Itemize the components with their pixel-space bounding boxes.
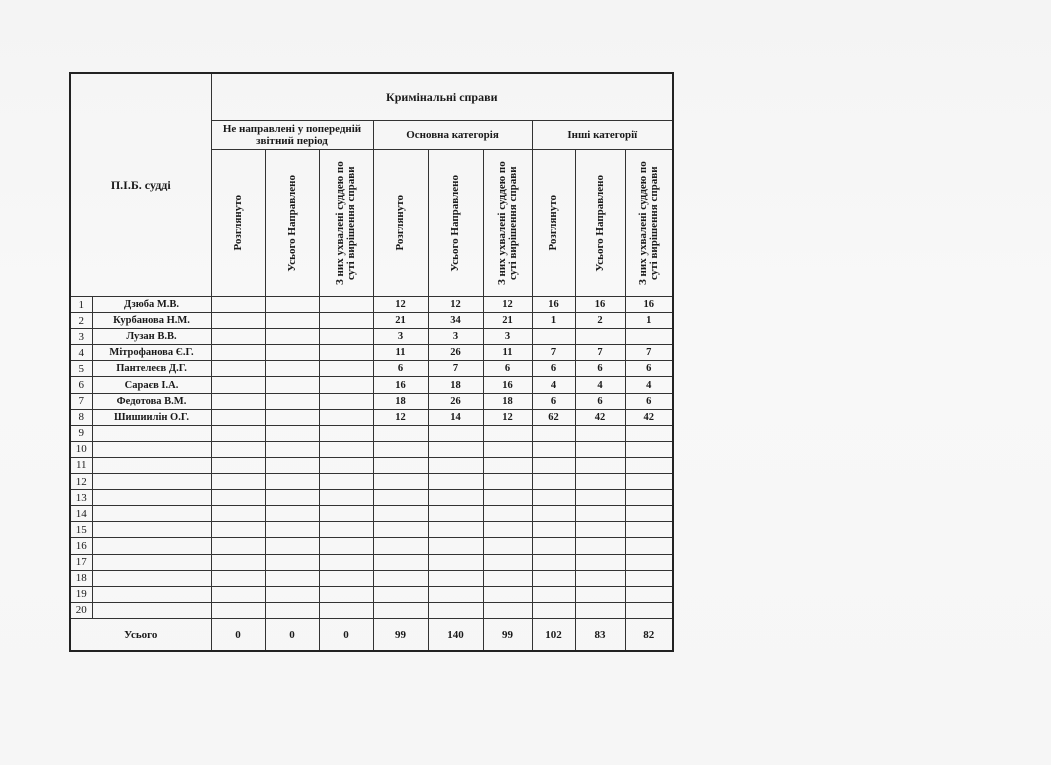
table-cell: 21 <box>373 313 428 329</box>
criminal-cases-table <box>69 72 674 652</box>
table-cell <box>575 602 625 618</box>
table-cell: 26 <box>428 345 483 361</box>
table-cell <box>319 441 373 457</box>
table-row <box>70 570 673 586</box>
judge-name: Шишиилін О.Г. <box>92 409 211 425</box>
table-row <box>70 554 673 570</box>
table-cell: 12 <box>483 409 532 425</box>
table-cell <box>428 538 483 554</box>
total-cell: 140 <box>428 619 483 652</box>
table-cell <box>265 506 319 522</box>
column-header-8 <box>575 150 625 297</box>
table-cell <box>265 602 319 618</box>
column-header-label: З них ухвалені суддею по суті вирішення справи <box>495 161 519 285</box>
table-cell: 26 <box>428 393 483 409</box>
table-cell: 11 <box>483 345 532 361</box>
table-cell <box>575 474 625 490</box>
table-row <box>70 441 673 457</box>
table-cell <box>428 457 483 473</box>
table-cell: 34 <box>428 313 483 329</box>
table-row <box>70 361 673 377</box>
table-cell <box>428 522 483 538</box>
table-cell <box>319 522 373 538</box>
table-cell <box>532 425 575 441</box>
table-cell <box>625 490 673 506</box>
row-number: 7 <box>70 393 92 409</box>
row-number: 16 <box>70 538 92 554</box>
table-cell <box>575 506 625 522</box>
table-cell <box>483 602 532 618</box>
table-cell <box>483 586 532 602</box>
table-cell <box>373 554 428 570</box>
table-row <box>70 506 673 522</box>
table-cell <box>428 570 483 586</box>
table-cell <box>625 329 673 345</box>
table-cell: 18 <box>373 393 428 409</box>
column-header-7 <box>532 150 575 297</box>
table-cell <box>483 506 532 522</box>
table-cell <box>265 377 319 393</box>
table-cell <box>211 522 265 538</box>
table-cell <box>211 474 265 490</box>
table-cell: 16 <box>575 297 625 313</box>
table-cell <box>265 393 319 409</box>
table-cell <box>532 570 575 586</box>
table-cell: 14 <box>428 409 483 425</box>
total-cell: 0 <box>211 619 265 652</box>
table-cell: 7 <box>575 345 625 361</box>
table-row <box>70 538 673 554</box>
table-cell <box>373 538 428 554</box>
group-header-other-categories: Інші категорії <box>532 121 673 150</box>
table-cell <box>265 474 319 490</box>
column-header-6 <box>483 150 532 297</box>
table-cell: 18 <box>483 393 532 409</box>
judge-name <box>92 506 211 522</box>
row-number: 14 <box>70 506 92 522</box>
column-header-label: Усього Направлено <box>593 174 606 272</box>
table-cell <box>625 457 673 473</box>
table-cell <box>428 490 483 506</box>
table-cell <box>265 522 319 538</box>
table-cell: 62 <box>532 409 575 425</box>
judge-name: Пантелеєв Д.Г. <box>92 361 211 377</box>
table-row <box>70 393 673 409</box>
table-cell <box>373 441 428 457</box>
table-cell <box>575 329 625 345</box>
table-cell <box>319 602 373 618</box>
column-header-label: З них ухвалені суддею по суті вирішення справи <box>636 161 660 285</box>
table-cell <box>428 441 483 457</box>
table-cell <box>532 457 575 473</box>
table-cell: 6 <box>575 393 625 409</box>
table-cell <box>319 538 373 554</box>
table-cell <box>373 570 428 586</box>
table-cell <box>211 554 265 570</box>
table-cell <box>373 602 428 618</box>
column-header-label: Розглянуто <box>231 195 244 251</box>
table-cell <box>265 554 319 570</box>
judge-name <box>92 490 211 506</box>
table-cell: 4 <box>532 377 575 393</box>
table-cell <box>483 554 532 570</box>
table-cell <box>265 361 319 377</box>
table-cell <box>625 570 673 586</box>
table-row <box>70 602 673 618</box>
table-cell <box>373 490 428 506</box>
judge-name: Мітрофанова Є.Г. <box>92 345 211 361</box>
table-cell <box>211 602 265 618</box>
row-number: 10 <box>70 441 92 457</box>
table-cell <box>319 457 373 473</box>
table-cell <box>483 474 532 490</box>
table-cell <box>483 441 532 457</box>
table-cell <box>265 313 319 329</box>
table-cell <box>575 570 625 586</box>
table-cell <box>211 297 265 313</box>
table-row <box>70 457 673 473</box>
table-cell <box>373 586 428 602</box>
table-cell <box>575 522 625 538</box>
table-row <box>70 474 673 490</box>
table-row <box>70 586 673 602</box>
table-cell <box>211 441 265 457</box>
table-cell <box>575 457 625 473</box>
table-row <box>70 377 673 393</box>
total-cell: 99 <box>373 619 428 652</box>
table-cell <box>319 329 373 345</box>
table-cell <box>532 441 575 457</box>
table-cell <box>625 602 673 618</box>
table-cell <box>319 377 373 393</box>
table-cell: 16 <box>625 297 673 313</box>
table-cell <box>575 441 625 457</box>
table-cell <box>532 538 575 554</box>
column-header-3 <box>319 150 373 297</box>
table-row <box>70 425 673 441</box>
table-cell <box>428 586 483 602</box>
table-cell <box>319 297 373 313</box>
table-cell <box>428 554 483 570</box>
table-cell <box>625 425 673 441</box>
table-cell <box>625 522 673 538</box>
table-cell: 6 <box>373 361 428 377</box>
table-cell: 6 <box>483 361 532 377</box>
table-cell <box>319 409 373 425</box>
table-cell <box>575 586 625 602</box>
table-cell <box>265 570 319 586</box>
total-cell: 83 <box>575 619 625 652</box>
table-cell <box>265 409 319 425</box>
table-row <box>70 297 673 313</box>
table-cell <box>211 538 265 554</box>
table-cell: 12 <box>373 297 428 313</box>
table-cell <box>575 490 625 506</box>
table-cell <box>483 425 532 441</box>
judge-name <box>92 554 211 570</box>
table-cell: 7 <box>532 345 575 361</box>
row-number: 9 <box>70 425 92 441</box>
table-cell <box>211 377 265 393</box>
table-cell: 1 <box>532 313 575 329</box>
judge-name-header: П.І.Б. судді <box>70 73 211 297</box>
table-cell <box>319 586 373 602</box>
table-cell <box>483 570 532 586</box>
column-header-9 <box>625 150 673 297</box>
table-cell: 3 <box>373 329 428 345</box>
table-cell <box>625 506 673 522</box>
total-label: Усього <box>70 619 211 652</box>
table-cell <box>265 586 319 602</box>
row-number: 15 <box>70 522 92 538</box>
column-header-label: З них ухвалені суддею по суті вирішення справи <box>334 161 358 285</box>
judge-name: Курбанова Н.М. <box>92 313 211 329</box>
table-row <box>70 329 673 345</box>
row-number: 20 <box>70 602 92 618</box>
table-cell <box>625 586 673 602</box>
table-cell <box>319 474 373 490</box>
table-cell <box>373 506 428 522</box>
table-cell <box>211 425 265 441</box>
table-cell <box>265 297 319 313</box>
table-cell <box>211 393 265 409</box>
group-header-previous-period: Не направлені у попередній звітний період <box>211 121 373 150</box>
column-header-1 <box>211 150 265 297</box>
total-cell: 99 <box>483 619 532 652</box>
column-header-label: Усього Направлено <box>285 174 298 272</box>
judge-name <box>92 474 211 490</box>
judge-name <box>92 538 211 554</box>
column-header-2 <box>265 150 319 297</box>
table-cell <box>428 506 483 522</box>
table-cell <box>319 425 373 441</box>
table-cell <box>373 425 428 441</box>
table-cell: 7 <box>428 361 483 377</box>
table-cell: 7 <box>625 345 673 361</box>
table-cell <box>483 538 532 554</box>
table-cell <box>319 393 373 409</box>
table-cell <box>319 361 373 377</box>
table-cell: 11 <box>373 345 428 361</box>
judge-name: Федотова В.М. <box>92 393 211 409</box>
column-header-label: Розглянуто <box>547 195 560 251</box>
table-cell: 12 <box>373 409 428 425</box>
row-number: 8 <box>70 409 92 425</box>
column-header-label: Усього Направлено <box>449 174 462 272</box>
table-cell <box>211 570 265 586</box>
table-title: Кримінальні справи <box>211 73 673 121</box>
table-cell <box>265 538 319 554</box>
table-cell <box>373 474 428 490</box>
group-header-main-category: Основна категорія <box>373 121 532 150</box>
table-cell <box>532 554 575 570</box>
row-number: 12 <box>70 474 92 490</box>
table-cell <box>319 345 373 361</box>
table-row <box>70 522 673 538</box>
table-cell: 18 <box>428 377 483 393</box>
row-number: 17 <box>70 554 92 570</box>
judge-name <box>92 570 211 586</box>
table-cell <box>428 425 483 441</box>
row-number: 6 <box>70 377 92 393</box>
row-number: 1 <box>70 297 92 313</box>
table-cell <box>428 602 483 618</box>
total-cell: 0 <box>265 619 319 652</box>
table-cell <box>319 313 373 329</box>
table-cell <box>575 538 625 554</box>
table-cell: 2 <box>575 313 625 329</box>
row-number: 3 <box>70 329 92 345</box>
table-cell <box>532 490 575 506</box>
table-cell <box>211 409 265 425</box>
table-cell <box>625 538 673 554</box>
table-cell <box>211 490 265 506</box>
table-cell: 3 <box>428 329 483 345</box>
total-cell: 82 <box>625 619 673 652</box>
table-cell <box>265 329 319 345</box>
table-cell: 16 <box>373 377 428 393</box>
table-cell <box>625 554 673 570</box>
table-cell: 16 <box>483 377 532 393</box>
table-cell <box>483 522 532 538</box>
table-cell <box>265 425 319 441</box>
table-cell <box>211 345 265 361</box>
table-cell: 1 <box>625 313 673 329</box>
table-cell <box>483 490 532 506</box>
row-number: 11 <box>70 457 92 473</box>
row-number: 19 <box>70 586 92 602</box>
judge-name <box>92 602 211 618</box>
row-number: 4 <box>70 345 92 361</box>
table-cell: 12 <box>483 297 532 313</box>
table-cell <box>575 554 625 570</box>
table-row <box>70 345 673 361</box>
table-cell <box>319 490 373 506</box>
table-row <box>70 409 673 425</box>
table-cell <box>532 474 575 490</box>
table-cell <box>265 345 319 361</box>
row-number: 13 <box>70 490 92 506</box>
judge-name <box>92 586 211 602</box>
table-cell: 42 <box>625 409 673 425</box>
table-cell <box>265 441 319 457</box>
table-cell <box>211 586 265 602</box>
table-cell <box>373 522 428 538</box>
table-cell <box>532 602 575 618</box>
judge-name: Сараєв І.А. <box>92 377 211 393</box>
table-cell <box>373 457 428 473</box>
table-cell <box>319 506 373 522</box>
row-number: 2 <box>70 313 92 329</box>
table-cell <box>532 329 575 345</box>
table-cell: 6 <box>625 393 673 409</box>
table-cell <box>575 425 625 441</box>
table-cell <box>428 474 483 490</box>
judge-name: Лузан В.В. <box>92 329 211 345</box>
judge-name: Дзюба М.В. <box>92 297 211 313</box>
table-cell <box>211 329 265 345</box>
table-cell <box>532 506 575 522</box>
table-cell <box>625 441 673 457</box>
table-cell <box>625 474 673 490</box>
table-cell: 6 <box>625 361 673 377</box>
table-cell: 3 <box>483 329 532 345</box>
table-cell <box>211 457 265 473</box>
column-header-label: Розглянуто <box>394 195 407 251</box>
table-cell: 4 <box>625 377 673 393</box>
column-header-4 <box>373 150 428 297</box>
table-cell: 4 <box>575 377 625 393</box>
row-number: 18 <box>70 570 92 586</box>
table-row <box>70 490 673 506</box>
judge-name <box>92 457 211 473</box>
table-cell: 6 <box>532 393 575 409</box>
table-cell: 6 <box>575 361 625 377</box>
table-cell: 6 <box>532 361 575 377</box>
table-cell <box>211 361 265 377</box>
table-cell: 42 <box>575 409 625 425</box>
table-cell <box>211 313 265 329</box>
total-cell: 0 <box>319 619 373 652</box>
table-cell: 16 <box>532 297 575 313</box>
table-cell <box>211 506 265 522</box>
judge-name <box>92 441 211 457</box>
table-cell <box>483 457 532 473</box>
judge-name <box>92 522 211 538</box>
row-number: 5 <box>70 361 92 377</box>
judge-name <box>92 425 211 441</box>
table-cell <box>265 490 319 506</box>
table-row <box>70 313 673 329</box>
total-cell: 102 <box>532 619 575 652</box>
table-cell: 12 <box>428 297 483 313</box>
table-cell <box>532 586 575 602</box>
table-cell <box>265 457 319 473</box>
table-cell <box>319 554 373 570</box>
table-cell: 21 <box>483 313 532 329</box>
table-cell <box>532 522 575 538</box>
column-header-5 <box>428 150 483 297</box>
table-cell <box>319 570 373 586</box>
